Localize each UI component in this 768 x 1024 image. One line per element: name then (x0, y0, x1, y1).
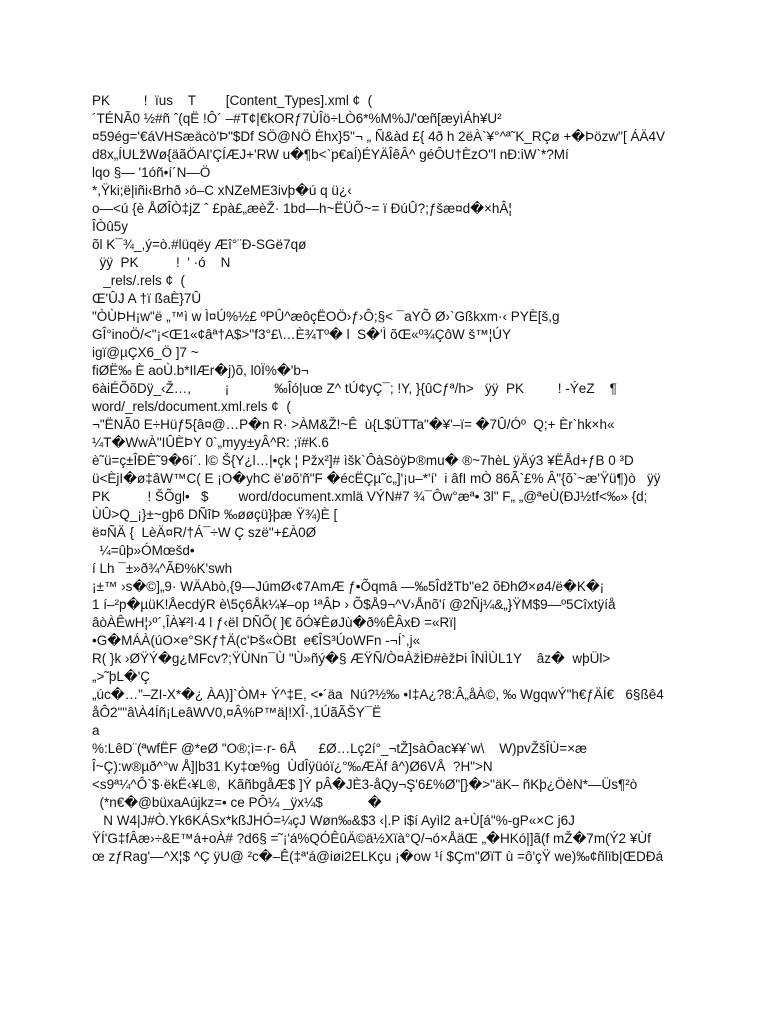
text-line: •G�MÁÀ(úO×e°SKƒ†Ä(c'Þš«ÒBt e€ÎS³ÚoWFn -¬Í`,j« (92, 633, 421, 648)
text-line: âòÀÊwH¦›º´,ÎÀ¥²l·4 l ƒ‹ël DÑÕ( ]€ õÓ¥ÈøJù�ð%ÊÂxÐ =«Rï| (92, 615, 457, 630)
text-line: ¬"ËNÃ0 E÷Hüƒ5{â¤@…P�n R· >ÀM&Ž!~Ê ù{L$ÜTTa"�¥'–ï= �7Û/Óº Q;+ Èr`hk×h« (92, 417, 615, 432)
text-line: GÎ°inoÖ/<"¡<Œ1«¢âª†A$>"f3°£\…È¾Tº� l S�'Ì õŒ«º¾ÇôW š™¦ÚY (92, 327, 512, 342)
text-line: ´TÉNÃ0 ½#ñ ˆ(qË !Ô´ –#T¢|€kORƒ7ÙÎö÷LÒ6*%M%J/'œñ[æyìÁh¥U² (92, 111, 502, 126)
text-line: „úc�…"–ZI-X*�¿ ÀA)]`ÒM+ Ý^‡E, <•´äa Nú?½‰ •I‡A¿?8:Â„åÀ©, ‰ WgqwÝ"h€ƒÄÍ€ 6§ßê4 (92, 687, 664, 702)
text-line: ÙÛ>Q_¡}±~gþ6 DÑîÞ ‰øøçü}þæ Ÿ¾)È [ (92, 507, 338, 522)
text-line: PK ! ŠÕgl• $ word/document.xmlä VÝN#7 ¾¯Ôw°æª• 3l" F„ „@ªeÙ(ÐJ½tf<‰» {d; (92, 489, 648, 504)
text-line: è˜ü=ç±ÎÐÈ˜9�6í´. l© Š{Y¿l…|•çk ¦ Pžx²]# ìšk`ÔàSòÿÞ®mu� ®~7hèL ÿÄý3 ¥ËÅd+ƒB 0 ³D (92, 453, 634, 468)
text-line: fiØË‰ È aoÙ.b*IlÆr�j)õ, l0Ï%�'b¬ (92, 363, 309, 378)
text-line: œ zƒRag'—^X¦$ ^Ç ÿU@ ²c�–Ê(‡ª'á@iøi2ELKçu ¡�ow ¹í $Çm"ØïT ù =ô'çŸ we)‰¢ñlïb|ŒDÐá (92, 849, 664, 864)
text-line: Î~Ç):w®µð^°w Å]|b31 Ky‡œ%g ÙdÎÿüóï¿°‰ÆÄf â^)Ø6VÅ ?H">N (92, 759, 493, 774)
text-line: a (92, 723, 100, 738)
text-line: "ÒÙÞH¡w"ë „™ì w Ì¤Ú%½£ ºPÛ^æôçËOÖ›ƒ›Ô;§< ¯aYÕ Ø›`Gßkxm·‹ PYÈ[š,g (92, 309, 560, 324)
text-line: õl K¯¾_,ý=ò.#lüqëy Æî°¨Ð-SGë7qø (92, 237, 307, 252)
text-line: _rels/.rels ¢ ( (92, 273, 186, 288)
text-line: %:LêD¨(ªwfËF @*eØ "O®;ì=·r- 6Å £Ø…Lç2í°_¬tŽ]sàÔac¥¥`w\ W)pvŽšÎÙ=×æ (92, 741, 587, 756)
text-line: ¼=ûþ»ÓMœšd• (92, 543, 195, 558)
text-line: 1 í–²p�µüK!ÅecdýR è\5ç6Åk¼¥–op ¹ªÂÞ › Õ$Å9¬^V›Ånõ'í @2Ñj¼&„}ŸM$9—º5Cîxtÿíå (92, 597, 616, 612)
text-line: word/_rels/document.xml.rels ¢ ( (92, 399, 291, 414)
text-line: *,Ÿki;ë|iñi‹Brhð ›ó–C xNZeME3ivþ�ú q ü¿‹ (92, 183, 352, 198)
text-line: í Lh ¯±»ð¾^ÃÐ%K'swh (92, 561, 233, 576)
text-line: R( }k ›ØŸÝ�g¿MFcv?;ŸÙNn¯Ù "Ù»ñý�§ ÆŸÑ/Ò¤ÀžÌÐ#èžÞi ÎNÌÙL1Y âz� wþÜl> (92, 651, 611, 666)
text-line: ŸÍ'G‡fÂæ›÷&E™á+oÀ# ?d6§ =˜¡'á%QÓÊûÄ©ä½Xïà°Q/¬ó×ÅäŒ „�HKó|]ã(f mŽ�7m(Ý2 ¥Ùf (92, 831, 651, 846)
text-line: PK ! ïus T [Content_Types].xml ¢ ( (92, 93, 373, 108)
text-line: ¡±™ ›s�©]„9· WÄAbò,{9—JúmØ‹¢7AmÆ ƒ•Õqmâ —‰5ÎdžTb"e2 õÐhØ×ø4/ë�K�¡ (92, 579, 605, 594)
text-line: <s9ª¼^Ô`$·ëkË‹¥L®, KãñbgåÆ$ ]Ý pÂ�JÈ3-åQy¬Ş'6£%Ø"[}�>"äK– ñKþ¿ÖèN*—Üs¶²ò (92, 777, 638, 792)
text-line: 6àiÉÕõDÿ_‹Ž…, ¡ ‰Îó|uœ Z^ tÚ¢yÇ¯; !Y, }{ûCƒª/h> ÿÿ PK ! -ÝeZ ¶ (92, 381, 617, 396)
text-line: ÎÒû5y (92, 219, 129, 234)
text-line: ü<ÈjI�ø‡âW™C( E ¡O�yhC ë'øõ'ñ"F �écËÇµ˜c„]'¡u–*'í' i âfI mÒ 86Ã`£% Â"{õ`~æ'Ÿü¶)ò ÿÿ (92, 471, 661, 486)
text-line: lqo §— '1óñ•í´N—Ö (92, 165, 211, 180)
text-line: åÔ2""â\À4Íñ¡LeâWV0,¤Â%P™ä|!XÎ·,1ÚãÃŠY¯Ë (92, 705, 382, 720)
text-line: (*n€�@büxaAújkz=• ce PÔ¼ _ÿx¼$ � (92, 795, 382, 810)
binary-text-content (92, 92, 732, 866)
text-line: ë¤ÑÄ { LèÄ¤R/†Á¯÷W Ç szë"+£À0Ø (92, 525, 317, 540)
text-line: ¤59ég='€áVHSæäcò'Þ"$Df SÖ@NÖ Èhx}5"¬ „ Ñ&àd £{ 4ð h 2ëÀ`¥°^ª˜K_RÇø +�Þözw"[ ÁÄ4V (92, 129, 665, 144)
text-line: d8x„ÍULžWø{äãÖAI'ÇÍÆJ+'RW u�¶b<`p€aÍ)ÉYÄÎêÂ^ géÔU†ÈzO"l nÐ:iW`*?Mí (92, 147, 569, 162)
text-line: Œ'ÛJ A †ï ßaÈ}7Û (92, 291, 202, 306)
text-line: igï@µÇX6_Ö ]7 ~ (92, 345, 199, 360)
text-line: ÿÿ PK ! ' ·ó N (92, 255, 231, 270)
text-line: „>˜þL�'Ç (92, 669, 151, 684)
text-line: N W4|J#Ò.Yk6KÁSx*kßJHÓ=¼çJ Wøn‰&$3 ‹|.P i$í Ayìl2 a+Ù[á"%-gP«×C j6J (92, 813, 575, 828)
text-line: o—<ú {è ÅØÎÒ‡jZ ˆ £pà£„æèŽ· 1bd—h~ËÜÕ~= ï ÐúÛ?;ƒšæ¤d�×hÂ¦ (92, 201, 512, 216)
text-line: ¼T�WwÀ"IÛÈÞY 0`„myy±yÂ^R: ;ï#K.6 (92, 435, 329, 450)
